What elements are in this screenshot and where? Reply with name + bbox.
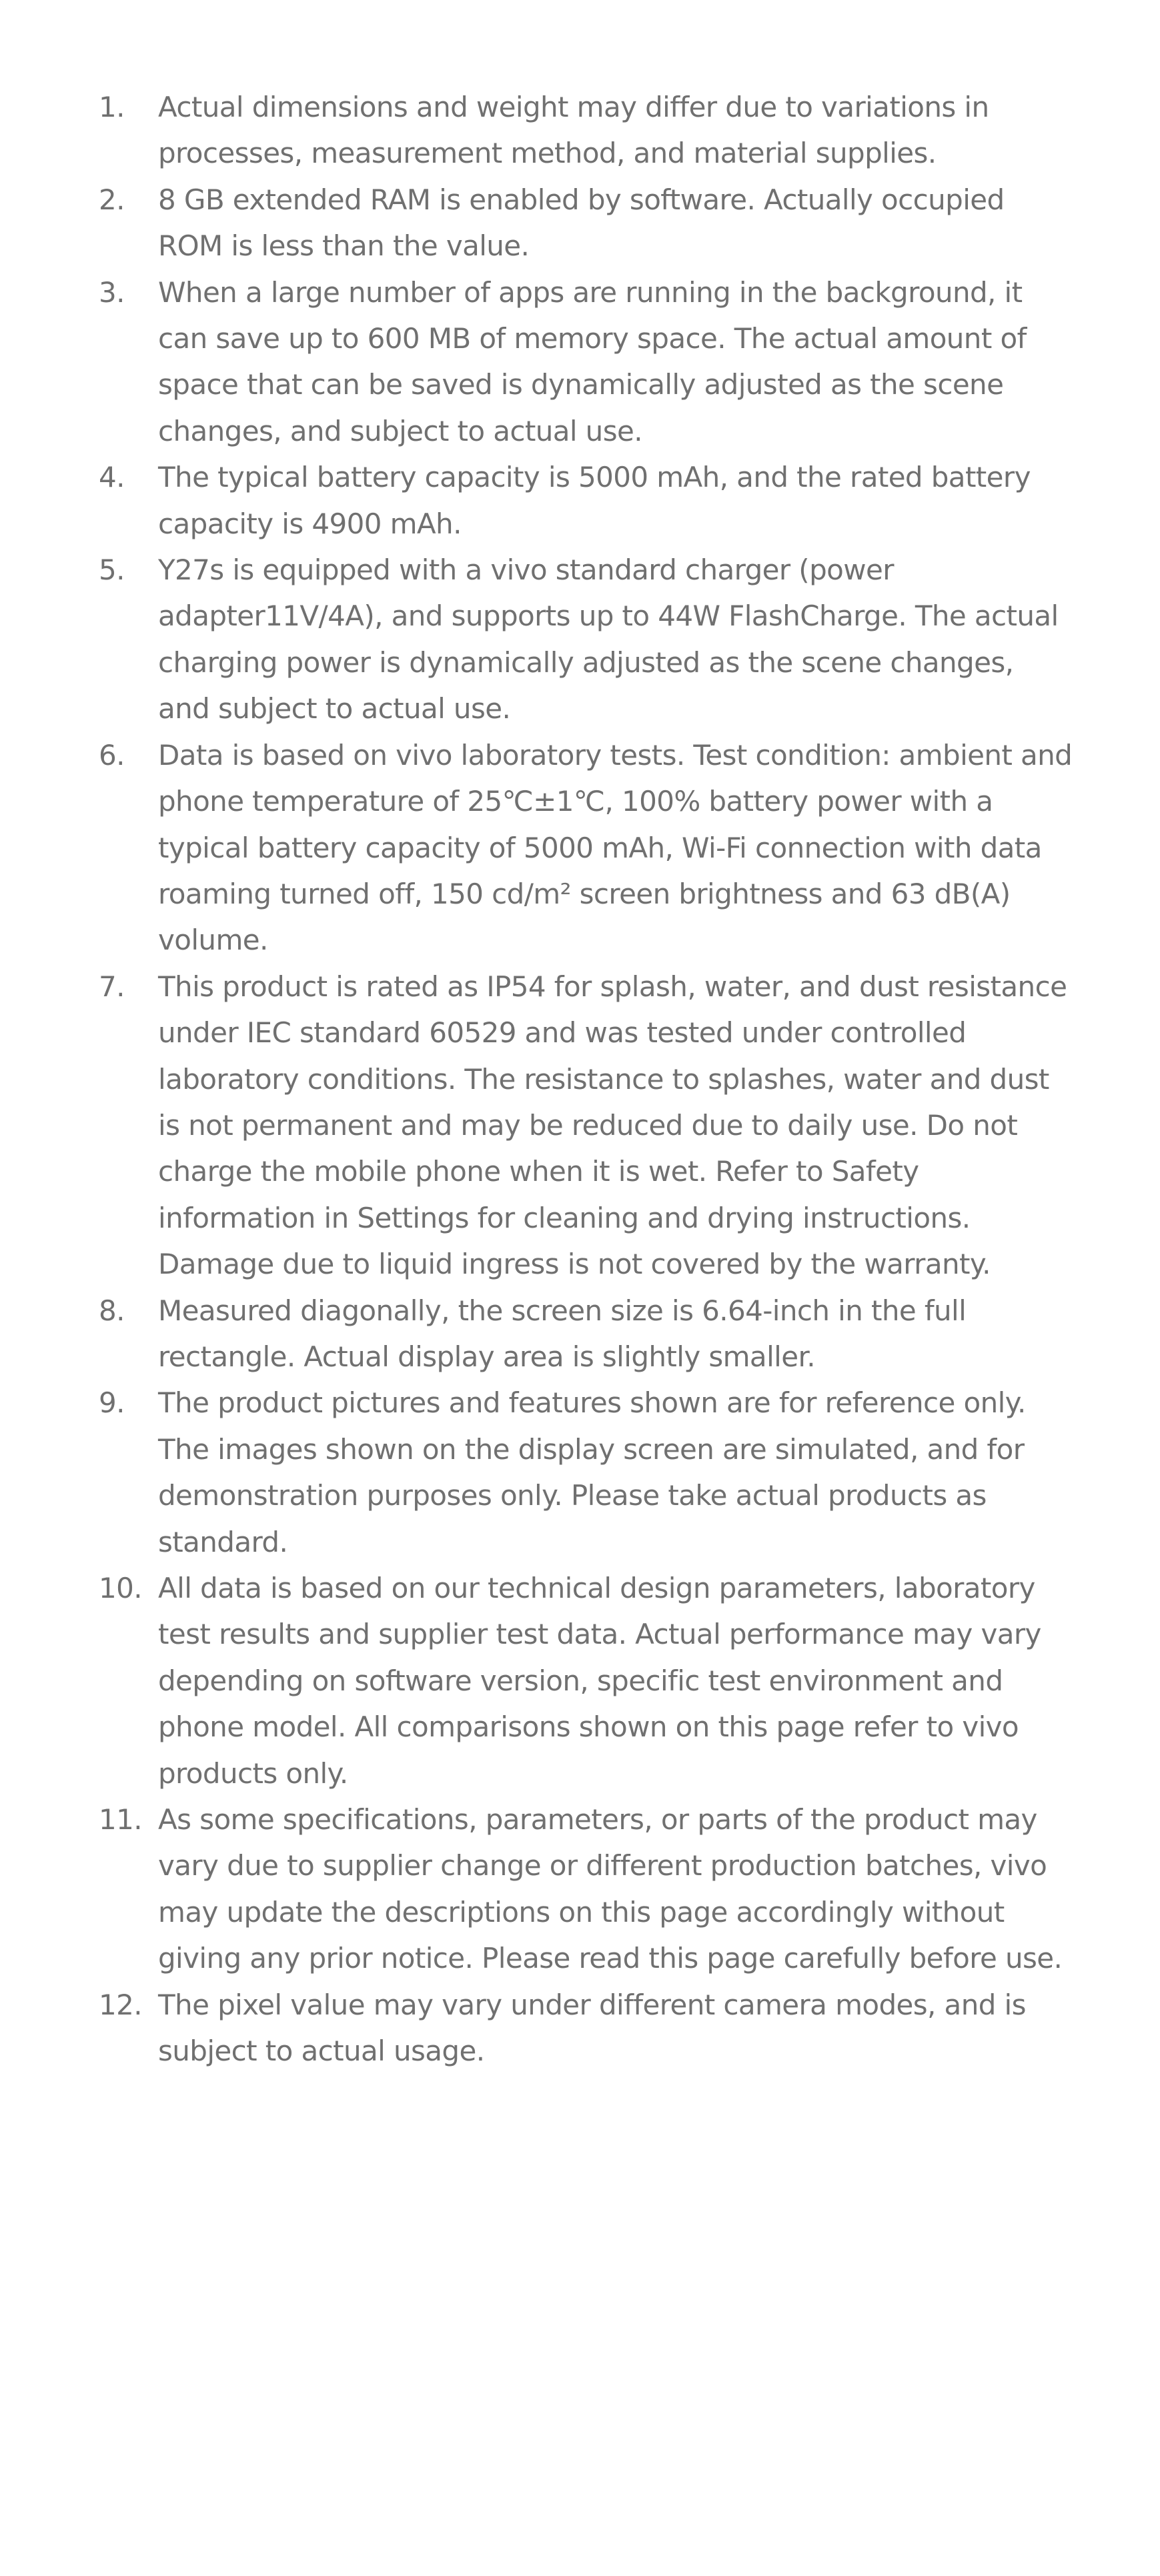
footnote-item	[99, 177, 1073, 269]
footnote-item	[99, 1380, 1073, 1565]
footnote-item	[99, 1288, 1073, 1380]
footnote-item	[99, 732, 1073, 964]
footnote-item	[99, 1565, 1073, 1796]
footnote-text: Actual dimensions and weight may differ due to variations in processes, measurement method, and material supplies.	[158, 91, 989, 170]
footnote-item	[99, 269, 1073, 455]
footnote-item	[99, 454, 1073, 547]
footnote-number: 10.	[99, 1572, 142, 1604]
footnote-item	[99, 547, 1073, 732]
footnote-number: 7.	[99, 970, 125, 1003]
footnote-text: The product pictures and features shown are for reference only. The images shown on the display screen are simulated, and for demonstration purposes only. Please take actual products as standard.	[158, 1386, 1026, 1558]
footnote-number: 6.	[99, 738, 125, 772]
footnote-text: 8 GB extended RAM is enabled by software. Actually occupied ROM is less than the value.	[158, 183, 1005, 263]
footnote-item	[99, 1982, 1073, 2075]
footnote-number: 5.	[99, 553, 125, 587]
footnote-text: The typical battery capacity is 5000 mAh, and the rated battery capacity is 4900 mAh.	[158, 461, 1031, 540]
footnote-number: 1.	[99, 91, 125, 123]
footnote-text: Data is based on vivo laboratory tests. Test condition: ambient and phone temperature of 25℃±1℃, 100% battery power with a typical battery capacity of 5000 mAh, Wi-Fi connection with data roaming turned off, 150 cd/m² screen brightness and 63 dB(A) volume.	[158, 738, 1073, 957]
footnote-number: 3.	[99, 275, 125, 309]
footnote-item	[99, 1796, 1073, 1982]
footnote-number: 8.	[99, 1294, 125, 1327]
footnote-item	[99, 964, 1073, 1288]
footnote-number: 9.	[99, 1386, 125, 1420]
footnote-text: The pixel value may vary under different camera modes, and is subject to actual usage.	[158, 1988, 1026, 2068]
footnote-text: As some specifications, parameters, or parts of the product may vary due to supplier change or different production batches, vivo may update the descriptions on this page accordingly without giving any prior notice. Please read this page carefully before use.	[158, 1803, 1063, 1975]
footnote-text: This product is rated as IP54 for splash, water, and dust resistance under IEC standard 60529 and was tested under controlled laboratory conditions. The resistance to splashes, water and dust is not permanent and may be reduced due to daily use. Do not charge the mobile phone when it is wet. Refer to Safety information in Settings for cleaning and drying instructions. Damage due to liquid ingress is not covered by the warranty.	[158, 970, 1067, 1281]
footnote-number: 4.	[99, 461, 125, 494]
footnote-text: Measured diagonally, the screen size is 6.64-inch in the full rectangle. Actual display area is slightly smaller.	[158, 1294, 967, 1373]
footnote-item	[99, 84, 1073, 177]
footnote-text: Y27s is equipped with a vivo standard charger (power adapter11V/4A), and supports up to 44W FlashCharge. The actual charging power is dynamically adjusted as the scene changes, and subject to actual use.	[158, 553, 1059, 726]
footnote-number: 12.	[99, 1988, 142, 2021]
footnote-text: When a large number of apps are running in the background, it can save up to 600 MB of memory space. The actual amount of space that can be saved is dynamically adjusted as the scene changes, and subject to actual use.	[158, 275, 1027, 447]
footnotes-list	[99, 84, 1073, 2074]
footnote-text: All data is based on our technical design parameters, laboratory test results and supplier test data. Actual performance may vary depending on software version, specific test environment and phone model. All comparisons shown on this page refer to vivo products only.	[158, 1572, 1041, 1790]
footnote-number: 2.	[99, 183, 125, 216]
footnote-number: 11.	[99, 1803, 142, 1836]
